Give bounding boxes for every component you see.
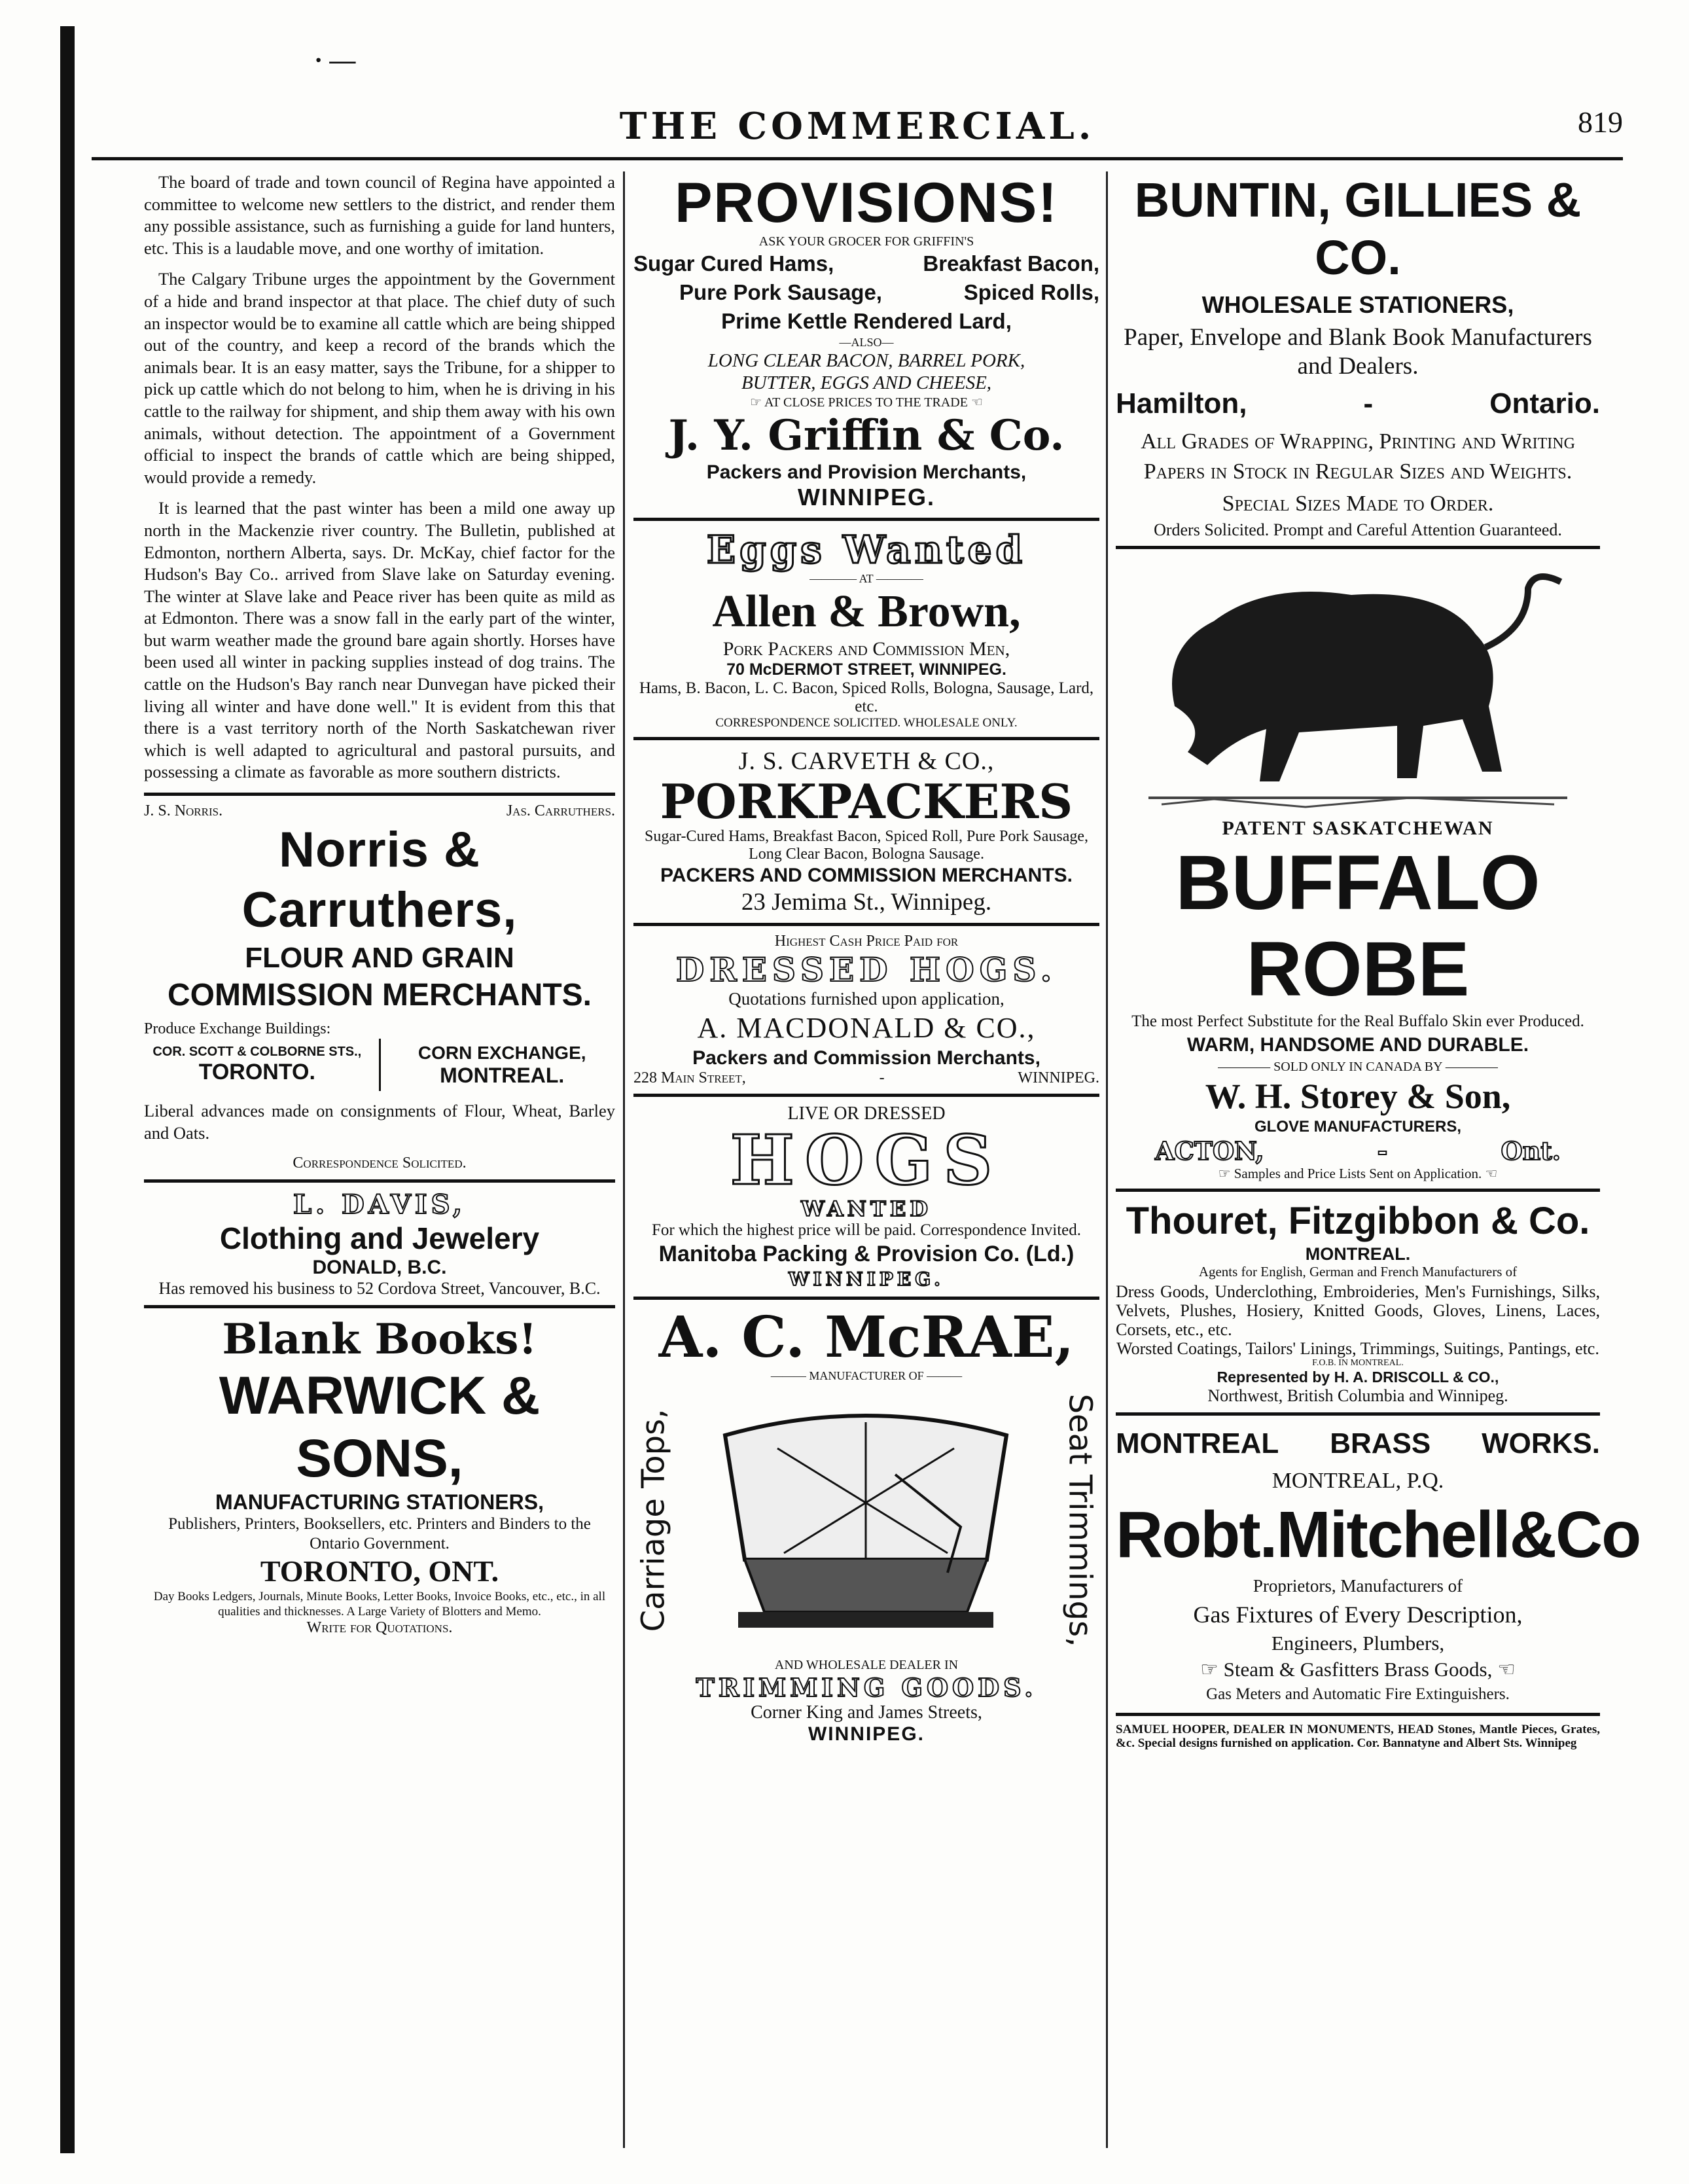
product: Pure Pork Sausage, [679, 280, 882, 304]
correspondence: Correspondence Solicited. [293, 1155, 467, 1172]
city: TORONTO. [198, 1060, 315, 1085]
trade-line: ☞ AT CLOSE PRICES TO THE TRADE ☜ [750, 395, 983, 410]
headline: Blank Books! [222, 1315, 537, 1365]
divider [1116, 1189, 1600, 1192]
firm-name: J. Y. Griffin & Co. [668, 411, 1065, 460]
business-line: PACKERS AND COMMISSION MERCHANTS. [660, 865, 1073, 886]
ad-thouret [1116, 1198, 1600, 1406]
description: Day Books Ledgers, Journals, Minute Books, Letter Books, Invoice Books, etc., etc., in all qualities and thicknesses. A Large Variety of Blotters and Memo. [153, 1590, 606, 1619]
address: Has removed his business to 52 Cordova Street, Vancouver, B.C. [158, 1279, 601, 1298]
side-text: Seat Trimmings, [1061, 1393, 1098, 1647]
advances-text: Liberal advances made on consignments of Flour, Wheat, Barley and Oats. [144, 1101, 615, 1143]
firm-name: Manitoba Packing & Provision Co. (Ld.) [658, 1242, 1075, 1266]
firm-name: A. MACDONALD & CO., [697, 1012, 1036, 1044]
city: DONALD, B.C. [312, 1257, 447, 1279]
ad-warwick [144, 1315, 615, 1637]
products: Sugar-Cured Hams, Breakfast Bacon, Spiced Roll, Pure Pork Sausage, Long Clear Bacon, Bologna Sausage. [644, 828, 1089, 863]
city: WINNIPEG. [1018, 1069, 1099, 1086]
at-line: ———— AT ———— [809, 572, 923, 585]
sold-line: ———— SOLD ONLY IN CANADA BY ———— [1218, 1060, 1498, 1074]
description: Agents for English, German and French Manufacturers of [1198, 1264, 1518, 1280]
headline: WORKS. [1482, 1427, 1600, 1459]
column-divider-2 [1106, 171, 1108, 2148]
subhead: PATENT SASKATCHEWAN [1222, 817, 1494, 839]
firm-name: W. H. Storey & Son, [1205, 1077, 1511, 1116]
firm-name: L. DAVIS, [293, 1189, 466, 1221]
quotations: Write for Quotations. [306, 1619, 453, 1637]
page-header [92, 105, 1623, 151]
subhead: LIVE OR DRESSED [787, 1103, 946, 1124]
address: 70 McDERMOT STREET, WINNIPEG. [726, 660, 1006, 679]
product: Spiced Rolls, [963, 280, 1099, 304]
headline: TRIMMING GOODS. [696, 1673, 1037, 1702]
divider [633, 737, 1099, 740]
column-3 [1116, 171, 1641, 2148]
headline: BRASS [1330, 1427, 1431, 1459]
headline: HOGS [730, 1120, 1003, 1200]
description: Special Sizes Made to Order. [1222, 492, 1494, 516]
article-calgary: The Calgary Tribune urges the appointment by the Government of a hide and brand inspector at that place. The chief duty of such an inspector would be to examine all cattle which are being shipped out of the country, and keep a record of the brands which the animals bear. It is an easy matter, says the Tribune, for a shipper to pick up cattle which do not belong to him, when he is driving in his cattle to the railway for shipment, and ship them away with his own animals, without detection. The appointment of a Government official to inspect the brands of cattle which are being shipped, would provide a remedy. [144, 269, 615, 487]
side-text: Carriage Tops, [635, 1408, 672, 1632]
firm-name: Norris & Carruthers, [241, 822, 518, 939]
business-line: COMMISSION MERCHANTS. [168, 978, 592, 1013]
wanted: WANTED [801, 1196, 932, 1221]
province: Ont. [1501, 1136, 1561, 1166]
buffalo-icon [1135, 556, 1580, 817]
description: All Grades of Wrapping, Printing and Writing Papers in Stock in Regular Sizes and Weights. [1141, 429, 1575, 484]
carriage-top-icon [699, 1396, 1033, 1645]
headline: PORKPACKERS [660, 774, 1073, 829]
ad-hooper [1116, 1723, 1600, 1750]
address: CORN EXCHANGE, [418, 1042, 586, 1063]
business-line: MANUFACTURING STATIONERS, [215, 1490, 544, 1514]
description: ☞ Steam & Gasfitters Brass Goods, ☜ [1200, 1658, 1516, 1681]
divider [144, 1305, 615, 1308]
city: TORONTO, ONT. [260, 1554, 499, 1588]
article-mackenzie: It is learned that the past winter has been a mild one away up north in the Mackenzie river country. The Bulletin, published at Edmonton, northern Alberta, says. Dr. McKay, chief factor for the Hudson's Bay Co.. arrived from Slave lake on Saturday evening. The winter at Slave lake and Peace river has been quite as mild as at Edmonton. There was a snow fall in the early part of the winter, but warm weather made the ground bare again shortly. Horses have been used all winter in packing supplies instead of dog trains. The cattle on the Hudson's Bay ranch near Dunvegan have picked their living all winter and have done well." It is evident from this that there is a vast territory north of the North Saskatchewan river which is well adapted to agricultural and pastoral pursuits, and possessing a climate as favorable as more southern districts. [144, 498, 615, 782]
representative: Represented by H. A. DRISCOLL & CO., [1217, 1369, 1499, 1386]
description: For which the highest price will be paid. Correspondence Invited. [651, 1221, 1082, 1239]
firm-name: J. S. CARVETH & CO., [738, 747, 995, 775]
firm-name: Thouret, Fitzgibbon & Co. [1126, 1200, 1590, 1242]
address: 23 Jemima St., Winnipeg. [741, 889, 992, 916]
product: Prime Kettle Rendered Lard, [721, 309, 1012, 333]
divider [633, 518, 1099, 521]
classified-text: SAMUEL HOOPER, DEALER IN MONUMENTS, HEAD Stones, Mantle Pieces, Grates, &c. Special designs furnished on application. Cor. Bannatyne and Albert Sts. Winnipeg [1116, 1723, 1600, 1750]
city: WINNIPEG. [808, 1723, 925, 1745]
description: Gas Fixtures of Every Description, [1193, 1602, 1523, 1628]
business-line: Packers and Provision Merchants, [706, 461, 1027, 483]
manufacturer-line: ——— MANUFACTURER OF ——— [770, 1369, 963, 1382]
city: WINNIPEG. [797, 484, 935, 510]
product: LONG CLEAR BACON, BARREL PORK, [707, 350, 1025, 371]
tagline: WARM, HANDSOME AND DURABLE. [1186, 1034, 1529, 1056]
territory: Northwest, British Columbia and Winnipeg. [1207, 1386, 1508, 1405]
address: COR. SCOTT & COLBORNE STS., [152, 1045, 362, 1060]
address: 228 Main Street, [633, 1069, 746, 1086]
also: —ALSO— [839, 336, 894, 349]
partner-name: Jas. Carruthers. [506, 802, 615, 820]
description: Gas Meters and Automatic Fire Extinguishers. [1206, 1685, 1510, 1703]
ad-davis [144, 1189, 615, 1298]
ad-griffin [633, 171, 1099, 511]
business-line: Pork Packers and Commission Men, [722, 638, 1010, 660]
ad-storey: PATENT SASKATCHEWAN BUFFALO ROBE The most Perfect Substitute for the Real Buffalo Skin ever Produced. WARM, HANDSOME AND DURABLE. ———— SOLD ONLY IN CANADA BY ———— W. H. Storey & Son, GLOVE MANUFACTURERS, ACTON, - Ont. ☞ Samples and Price Lists Sent on Application. ☜ [1116, 556, 1600, 1182]
firm-name: Robt.Mitchell&Co [1116, 1498, 1641, 1571]
ad-buntin-gillies: BUNTIN, GILLIES & CO. WHOLESALE STATIONERS, Paper, Envelope and Blank Book Manufacturers and Dealers. Hamilton, - Ontario. All Grades of Wrapping, Printing and Writing Papers in Stock in Regular Sizes and Weights. Special Sizes Made to Order. Orders Solicited. Prompt and Careful Attention Guaranteed. [1116, 173, 1600, 539]
city: MONTREAL. [1305, 1244, 1411, 1264]
product: BUTTER, EGGS AND CHEESE, [741, 372, 992, 393]
products: Hams, B. Bacon, L. C. Bacon, Spiced Rolls, Bologna, Sausage, Lard, etc. [639, 679, 1094, 715]
ad-norris-carruthers [144, 802, 615, 1173]
product: Breakfast Bacon, [923, 251, 1099, 276]
dealer-line: AND WHOLESALE DEALER IN [774, 1658, 959, 1672]
description: The most Perfect Substitute for the Real Buffalo Skin ever Produced. [1131, 1012, 1584, 1030]
ad-carveth [633, 747, 1099, 916]
city: ACTON, [1155, 1136, 1264, 1166]
description: Engineers, Plumbers, [1271, 1632, 1445, 1655]
divider [1116, 1713, 1600, 1716]
article-regina: The board of trade and town council of Regina have appointed a committee to welcome new settlers to the district, and render them any possible assistance, such as furnishing a guide for land hunters, etc. This is a laudable move, and one worthy of imitation. [144, 172, 615, 258]
goods-list: Worsted Coatings, Tailors' Linings, Trimmings, Suitings, Pantings, etc. [1116, 1339, 1599, 1358]
column-divider-1 [623, 171, 625, 2148]
partner-name: J. S. Norris. [144, 802, 223, 820]
business-line: Clothing and Jewelery [219, 1221, 540, 1256]
goods-list: Dress Goods, Underclothing, Embroideries, Men's Furnishings, Silks, Velvets, Plushes, Hosiery, Knitted Goods, Gloves, Linens, Laces, Corsets, etc., etc. [1116, 1282, 1600, 1339]
divider [144, 793, 615, 796]
newspaper-title: THE COMMERCIAL. [619, 105, 1095, 148]
headline: Eggs Wanted [706, 528, 1027, 572]
ad-allen-brown [633, 528, 1099, 730]
notice: CORRESPONDENCE SOLICITED. WHOLESALE ONLY. [715, 716, 1018, 730]
firm-name: A. C. McRAE, [658, 1304, 1075, 1370]
headline: DRESSED HOGS. [675, 950, 1058, 989]
ad-mcrae [633, 1306, 1099, 1745]
divider [1116, 1412, 1600, 1416]
city: WINNIPEG. [789, 1268, 944, 1290]
firm-name: Allen & Brown, [712, 586, 1021, 637]
ad-montreal-brass [1116, 1422, 1641, 1706]
firm-name: BUNTIN, GILLIES & CO. [1134, 173, 1582, 285]
divider [633, 923, 1099, 926]
province: Ontario. [1489, 387, 1600, 420]
business-line: FLOUR AND GRAIN [245, 942, 514, 975]
divider [633, 1297, 1099, 1300]
description: Paper, Envelope and Blank Book Manufacturers and Dealers. [1124, 324, 1592, 380]
divider [633, 1094, 1099, 1097]
column-2 [633, 171, 1099, 2148]
page-number: 819 [1578, 105, 1623, 139]
column-1 [144, 171, 615, 2148]
ad-macdonald: Highest Cash Price Paid for DRESSED HOGS. Quotations furnished upon application, A. MACDONALD & CO., Packers and Commission Merchants, 228 Main Street, - WINNIPEG. [633, 933, 1099, 1086]
divider [144, 1179, 615, 1183]
business-line: WHOLESALE STATIONERS, [1201, 291, 1514, 318]
city: MONTREAL. [440, 1063, 565, 1087]
product: Sugar Cured Hams, [633, 251, 834, 276]
produce-exchange: Produce Exchange Buildings: [144, 1020, 331, 1038]
description: Publishers, Printers, Booksellers, etc. Printers and Binders to the Ontario Government. [168, 1515, 591, 1553]
headline: BUFFALO ROBE [1175, 840, 1540, 1012]
business-line: GLOVE MANUFACTURERS, [1254, 1118, 1461, 1136]
scan-mark: · — [314, 45, 356, 75]
divider [1116, 546, 1600, 549]
samples-line: ☞ Samples and Price Lists Sent on Application. ☜ [1218, 1166, 1498, 1181]
city: MONTREAL, P.Q. [1271, 1469, 1444, 1493]
firm-name: WARWICK & SONS, [219, 1366, 541, 1489]
fob: F.O.B. IN MONTREAL. [1312, 1358, 1404, 1368]
header-rule [92, 157, 1623, 160]
description: Proprietors, Manufacturers of [1253, 1576, 1463, 1596]
ad-manitoba-packing [633, 1103, 1099, 1290]
left-margin-rule [60, 26, 75, 2153]
quotation-line: Quotations furnished upon application, [728, 989, 1005, 1009]
business-line: Packers and Commission Merchants, [692, 1047, 1040, 1069]
carriage-illustration [633, 1383, 1099, 1658]
price-line: Highest Cash Price Paid for [774, 933, 959, 950]
ask-line: ASK YOUR GROCER FOR GRIFFIN'S [758, 234, 974, 249]
headline: MONTREAL [1116, 1427, 1279, 1459]
addresses [144, 1039, 615, 1091]
address: Corner King and James Streets, [751, 1702, 982, 1723]
notice: Orders Solicited. Prompt and Careful Attention Guaranteed. [1154, 520, 1562, 539]
headline: PROVISIONS! [675, 171, 1058, 234]
city: Hamilton, [1116, 387, 1247, 420]
